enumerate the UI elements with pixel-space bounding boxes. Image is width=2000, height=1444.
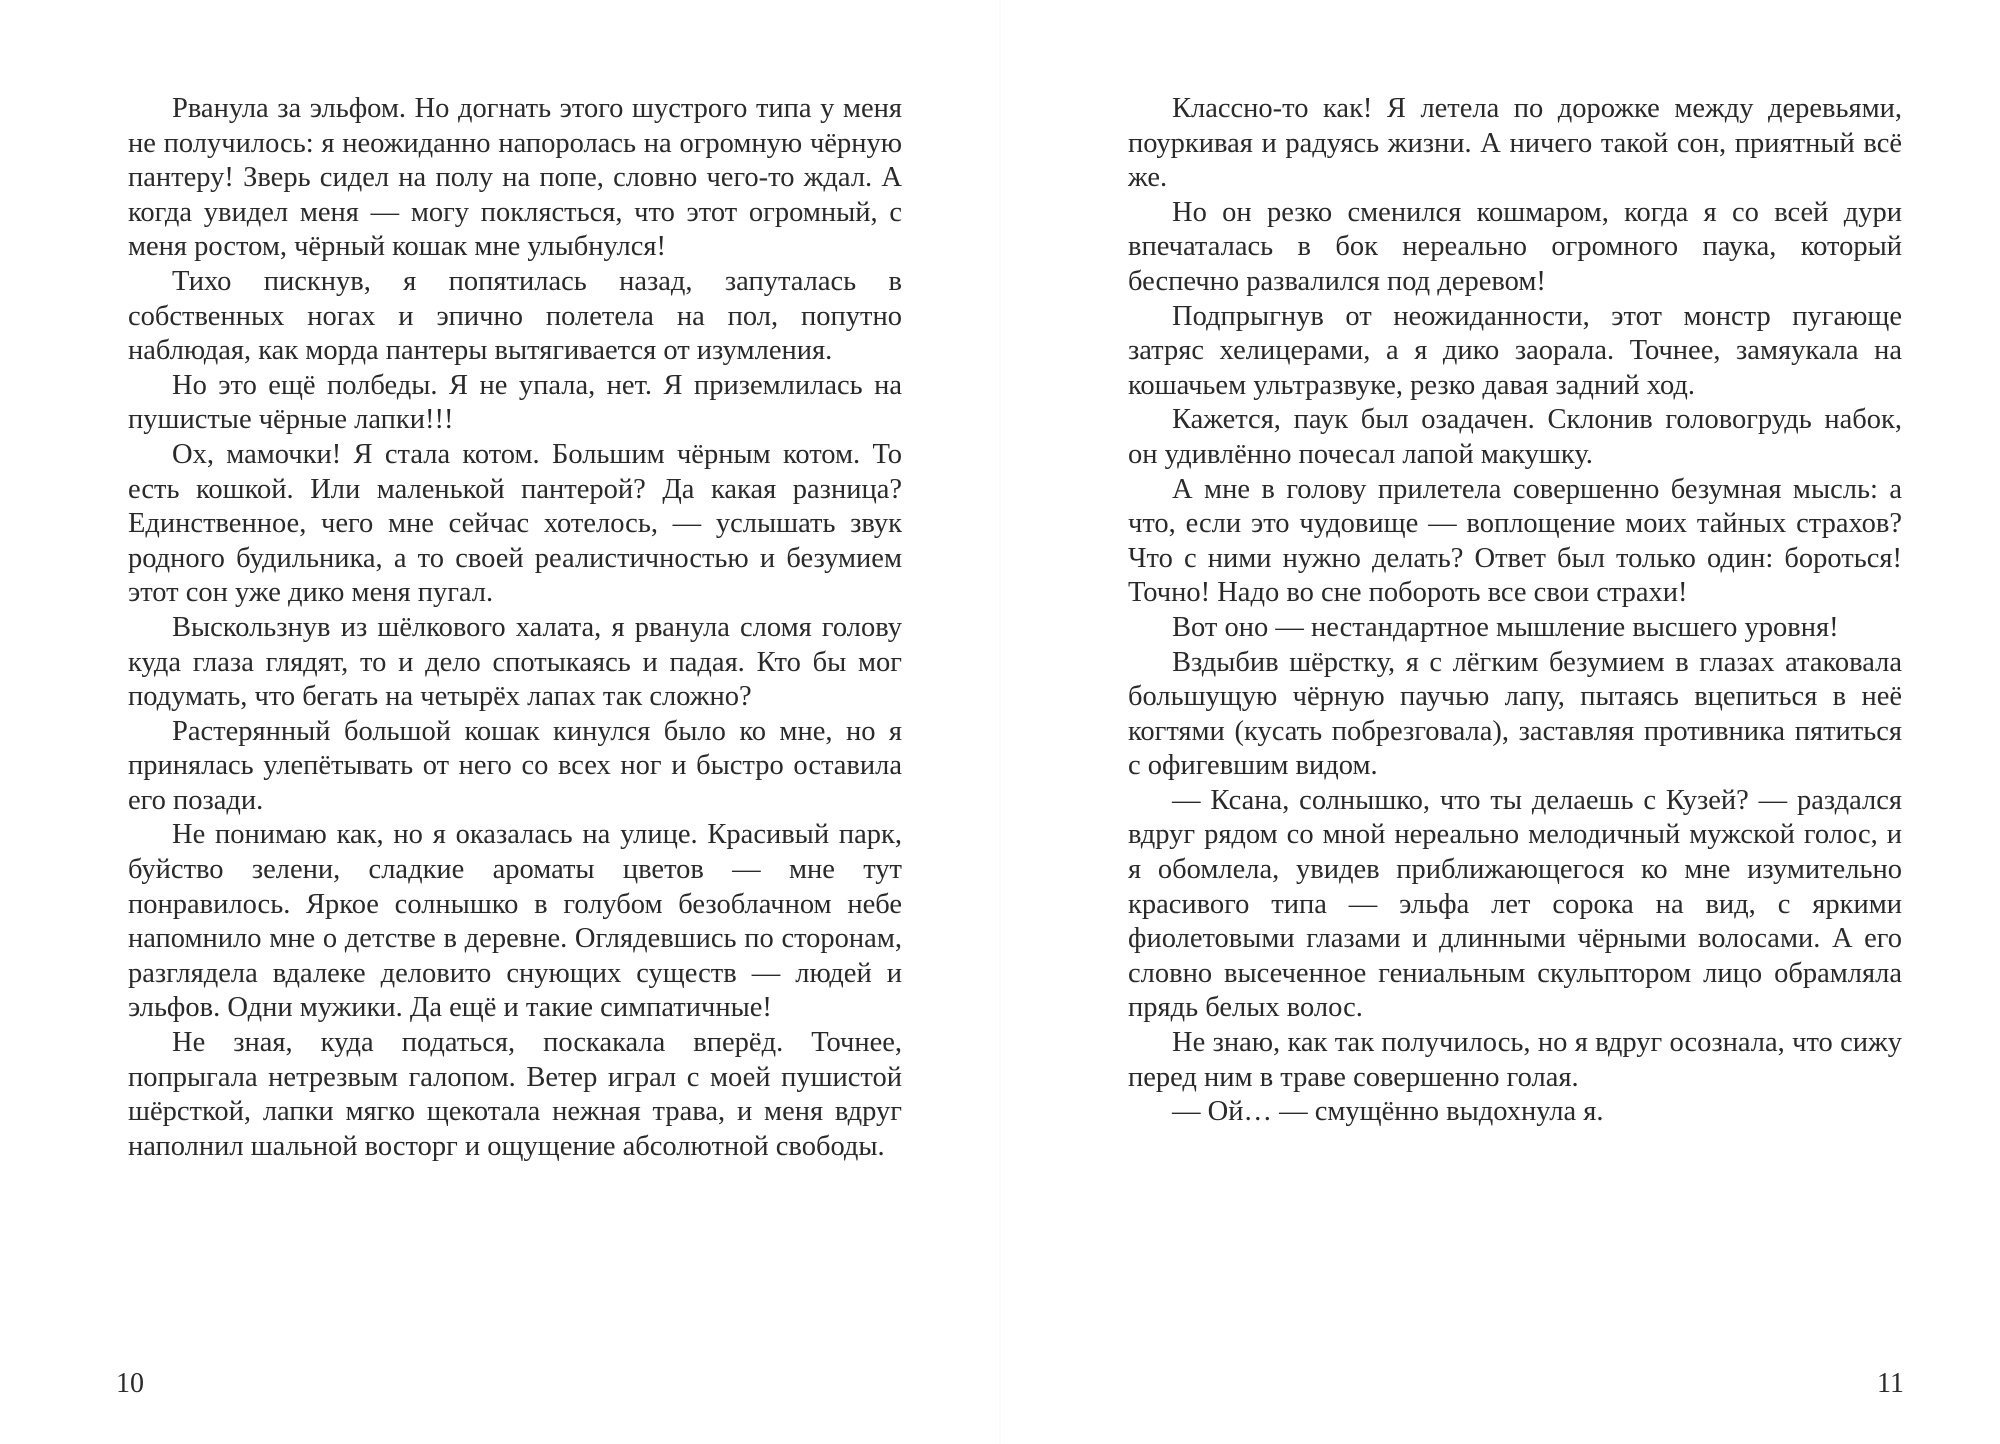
paragraph: Но он резко сменился кошмаром, когда я со всей дури впечаталась в бок нереально огромного паука, который беспечно развалился под деревом!: [1128, 196, 1902, 297]
paragraph: Не зная, куда податься, поскакала вперёд. Точнее, попрыгала нетрезвым галопом. Ветер играл с моей пушистой шёрсткой, лапки мягко щекотала нежная трава, и меня вдруг наполнил шальной восторг и ощущение абсолютной свободы.: [128, 1027, 902, 1162]
paragraph: А мне в голову прилетела совершенно безумная мысль: а что, если это чудовище — воплощение моих тайных страхов? Что с ними нужно делать? Ответ был только один: бороться! Точно! Надо во сне побороть все свои страхи!: [1128, 473, 1902, 609]
paragraph: Подпрыгнув от неожиданности, этот монстр пугающе затряс хелицерами, а я дико заорала. Точнее, замяукала на кошачьем ультразвуке, резко давая задний ход.: [1128, 300, 1902, 401]
paragraph: — Ой… — смущённо выдохнула я.: [1172, 1096, 1604, 1128]
paragraph: Вот оно — нестандартное мышление высшего уровня!: [1172, 611, 1839, 643]
left-page-text: [128, 92, 902, 1164]
paragraph: Тихо пискнув, я попятилась назад, запуталась в собственных ногах и эпично полетела на пол, попутно наблюдая, как морда пантеры вытягивается от изумления.: [128, 265, 902, 367]
paragraph: Вздыбив шёрстку, я с лёгким безумием в глазах атаковала большущую чёрную паучью лапу, пытаясь вцепиться в неё когтями (кусать побрезговала), заставляя противника пятиться с офигевшим видом.: [1128, 646, 1902, 782]
paragraph: Кажется, паук был озадачен. Склонив головогрудь набок, он удивлённо почесал лапой макушку.: [1128, 404, 1902, 470]
page-number-right: 11: [1877, 1368, 1904, 1399]
paragraph: Ох, мамочки! Я стала котом. Большим чёрным котом. То есть кошкой. Или маленькой пантерой? Да какая разница? Единственное, чего мне сейчас хотелось, — услышать звук родного будильника, а то своей реалистичностью и безумием этот сон уже дико меня пугал.: [128, 438, 902, 609]
paragraph: Выскользнув из шёлкового халата, я рванула сломя голову куда глаза глядят, то и дело спотыкаясь и падая. Кто бы мог подумать, что бегать на четырёх лапах так сложно?: [128, 611, 902, 713]
paragraph: — Ксана, солнышко, что ты делаешь с Кузей? — раздался вдруг рядом со мной нереально мелодичный мужской голос, и я обомлела, увидев приближающегося ко мне изумительно красивого типа — эльфа лет сорока на вид, с яркими фиолетовыми глазами и длинными чёрными волосами. А его словно высеченное гениальным скульптором лицо обрамляла прядь белых волос.: [1128, 784, 1902, 1024]
page-number-left: 10: [116, 1368, 144, 1399]
paragraph: Рванула за эльфом. Но догнать этого шустрого типа у меня не получилось: я неожиданно напоролась на огромную чёрную пантеру! Зверь сидел на полу на попе, словно чего-то ждал. А когда увидел меня — могу поклясться, что этот огромный, с меня ростом, чёрный кошак мне улыбнулся!: [128, 93, 902, 263]
book-gutter: [999, 0, 1001, 1444]
paragraph: Растерянный большой кошак кинулся было ко мне, но я принялась улепётывать от него со всех ног и быстро оставила его позади.: [128, 715, 902, 816]
right-page-text: [1128, 92, 1902, 1130]
paragraph: Классно-то как! Я летела по дорожке между деревьями, поуркивая и радуясь жизни. А ничего такой сон, приятный всё же.: [1128, 93, 1902, 194]
paragraph: Не знаю, как так получилось, но я вдруг осознала, что сижу перед ним в траве совершенно голая.: [1128, 1027, 1902, 1093]
paragraph: Но это ещё полбеды. Я не упала, нет. Я приземлилась на пушистые чёрные лапки!!!: [128, 369, 902, 436]
paragraph: Не понимаю как, но я оказалась на улице. Красивый парк, буйство зелени, сладкие ароматы цветов — мне тут понравилось. Яркое солнышко в голубом безоблачном небе напомнило мне о детстве в деревне. Оглядевшись по сторонам, разглядела вдалеке деловито снующих существ — людей и эльфов. Одни мужики. Да ещё и такие симпатичные!: [128, 819, 902, 1024]
